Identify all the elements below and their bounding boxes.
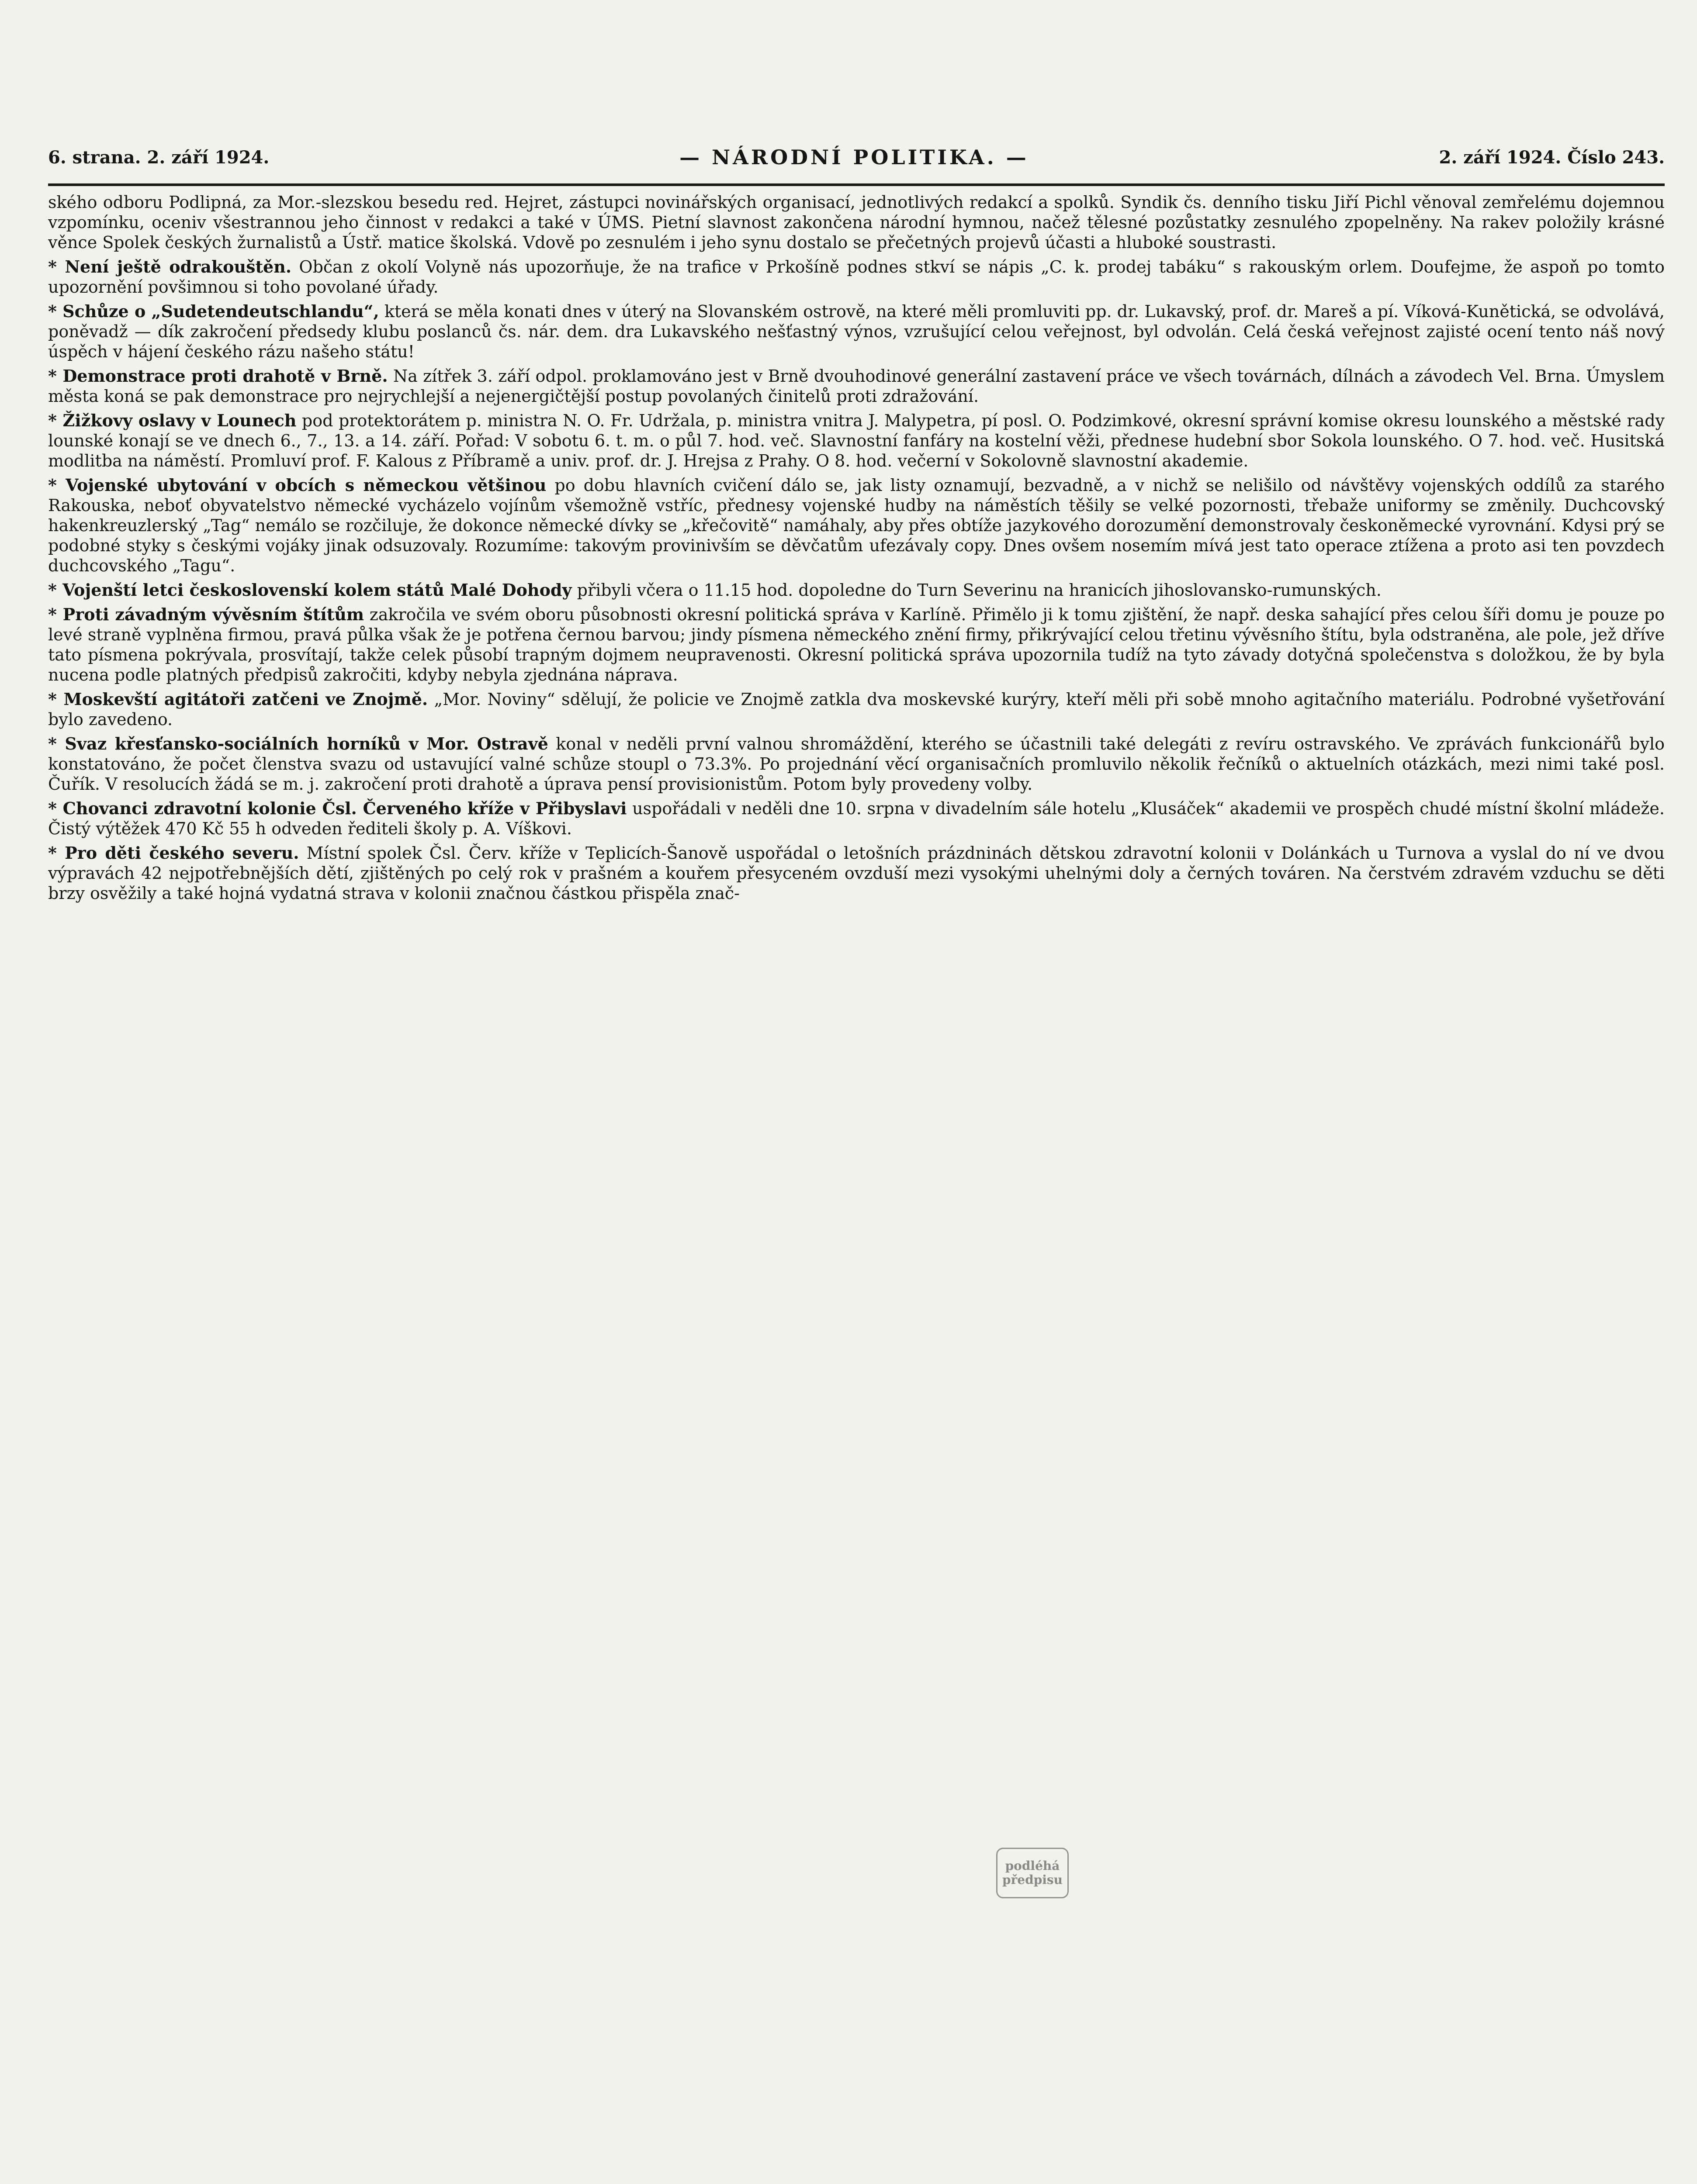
article xyxy=(48,192,1665,252)
article-body: pod protektorátem p. ministra N. O. Fr. Udržala, p. ministra vnitra J. Malypetra, pí posl. O. Podzimkové, okresní správní komise okresu lounského a městské rady lounské konají se ve dnech 6., 7., 13. a 14. září. Pořad: V sobotu 6. t. m. o půl 7. hod. več. Slavnostní fanfáry na kostelní věži, přednese hudební sbor Sokola lounského. O 7. hod. več. Husitská modlitba na náměstí. Promluví prof. F. Kalous z Příbramě a univ. prof. dr. J. Hrejsa z Prahy. O 8. hod. večerní v Sokolovně slavnostní akademie. xyxy=(48,411,1665,470)
censorship-stamp: podléhá předpisu xyxy=(996,1848,1069,1898)
header-left: 6. strana. 2. září 1924. xyxy=(48,147,270,168)
article xyxy=(48,798,1665,839)
article xyxy=(48,843,1665,903)
article-title: * Demonstrace proti drahotě v Brně. xyxy=(48,366,388,386)
article-body: konal v neděli první valnou shromáždění, kterého se účastnili také delegáti z revíru ostravského. Ve zprávách funkcionářů bylo konstatováno, že počet členstva svazu od ustavující valné schůze stoupl o 73.3%. Po projednání věcí organisačních promluvilo několik řečníků o aktuelních otázkách, mezi nimi také posl. Čuřík. V resolucích žádá se m. j. zakročení proti drahotě a úprava pensí provisionistům. Potom byly provedeny volby. xyxy=(48,734,1665,794)
article-title: * Vojenské ubytování v obcích s německou většinou xyxy=(48,475,547,495)
article xyxy=(48,475,1665,576)
page-header xyxy=(48,131,1665,186)
article xyxy=(48,411,1665,471)
article-title: * Proti závadným vývěsním štítům xyxy=(48,605,364,624)
article xyxy=(48,734,1665,794)
column-1 xyxy=(48,192,1665,2184)
article-title: * Pro děti českého severu. xyxy=(48,843,299,863)
article-body: přibyli včera o 11.15 hod. dopoledne do Turn Severinu na hranicích jihoslovansko-rumunských. xyxy=(577,581,1382,600)
header-right: 2. září 1924. Číslo 243. xyxy=(1439,147,1665,168)
article-title: * Chovanci zdravotní kolonie Čsl. Červeného kříže v Přibyslavi xyxy=(48,798,627,818)
article xyxy=(48,366,1665,406)
article-title: * Schůze o „Sudetendeutschlandu“, xyxy=(48,301,379,321)
article-body: po dobu hlavních cvičení dálo se, jak listy oznamují, bezvadně, a v nichž se nelišilo od návštěvy vojenských oddílů za starého Rakouska, neboť obyvatelstvo německé vycházelo vojínům všemožně vstříc, přednesy vojenské hudby na náměstích těšily se velké pozornosti, třebaže uniformy se změnily. Duchcovský hakenkreuzlerský „Tag“ nemálo se rozčiluje, že dokonce německé dívky se „křečovitě“ namáhaly, aby přes obtíže jazykového dorozumění demonstrovaly českoněmecké vyrovnání. Kdysi prý se podobné styky s českými vojáky jinak odsuzovaly. Rozumíme: takovým provinivším se děvčatům ufezávaly copy. Dnes ovšem nosemím mívá jest tato operace ztížena a proto asi ten povzdech duchcovského „Tagu“. xyxy=(48,476,1665,575)
article xyxy=(48,301,1665,362)
article-body: ského odboru Podlipná, za Mor.-slezskou besedu red. Hejret, zástupci novinářských organisací, jednotlivých redakcí a spolků. Syndik čs. denního tisku Jiří Pichl věnoval zemřelému dojemnou vzpomínku, oceniv všestrannou jeho činnost v redakci a také v ÚMS. Pietní slavnost zakončena národní hymnou, načež tělesné pozůstatky zesnulého zpopelněny. Na rakev položily krásné věnce Spolek českých žurnalistů a Ústř. matice školská. Vdově po zesnulém i jeho synu dostalo se přečetných projevů účasti a hluboké soustrasti. xyxy=(48,193,1665,252)
article-body: zakročila ve svém oboru působnosti okresní politická správa v Karlíně. Přimělo ji k tomu zjištění, že např. deska sahající přes celou šíři domu je pouze po levé straně vyplněna firmou, pravá půlka však že je potřena černou barvou; jindy písmena německého znění firmy, přikrývající celou třetinu vývěsního štítu, byla odstraněna, ale pole, jež dříve tato písmena pokrývala, prosvítají, takže celek působí trapným dojmem neupravenosti. Okresní politická správa upozornila tudíž na tyto závady dotyčná společenstva s doložkou, že by byla nucena podle platných předpisů zakročiti, kdyby nebyla zjednána náprava. xyxy=(48,605,1665,684)
article-body: Na zítřek 3. září odpol. proklamováno jest v Brně dvouhodinové generální zastavení práce ve všech továrnách, dílnách a závodech Vel. Brna. Úmyslem města koná se pak demonstrace pro nejrychlejší a nejenergičtější postup povolaných činitelů proti zdražování. xyxy=(48,366,1665,406)
article-body: Občan z okolí Volyně nás upozorňuje, že na trafice v Prkošíně podnes stkví se nápis „C. k. prodej tabáku“ s rakouským orlem. Doufejme, že aspoň po tomto upozornění povšimnou si toho povolané úřady. xyxy=(48,257,1665,297)
columns xyxy=(48,192,1665,2184)
article-body: která se měla konati dnes v úterý na Slovanském ostrově, na které měli promluviti pp. dr. Lukavský, prof. dr. Mareš a pí. Víková-Kunětická, se odvolává, poněvadž — dík zakročení předsedy klubu poslanců čs. nár. dem. dra Lukavského nešťastný výnos, vzrušující celou veřejnost, byl odvolán. Celá česká veřejnost zajisté ocení tento náš nový úspěch v hájení českého rázu našeho státu! xyxy=(48,302,1665,361)
article-body: Místní spolek Čsl. Červ. kříže v Teplicích-Šanově uspořádal o letošních prázdninách dětskou zdravotní kolonii v Dolánkách u Turnova a vyslal do ní ve dvou výpravách 42 nejpotřebnějších dětí, zjištěných po celý rok v prašném a kouřem přesyceném ovzduší mezi vysokými uhelnými doly a černých továren. Na čerstvém zdravém vzduchu se děti brzy osvěžily a také hojná vydatná strava v kolonii značnou částkou přispěla znač- xyxy=(48,843,1665,903)
article xyxy=(48,605,1665,685)
article-title: * Není ještě odrakouštěn. xyxy=(48,257,292,276)
article-body: „Mor. Noviny“ sdělují, že policie ve Znojmě zatkla dva moskevské kurýry, kteří měli při sobě mnoho agitačního materiálu. Podrobné vyšetřování bylo zavedeno. xyxy=(48,690,1665,729)
article xyxy=(48,689,1665,729)
article-title: * Žižkovy oslavy v Lounech xyxy=(48,411,297,430)
masthead: — NÁRODNÍ POLITIKA. — xyxy=(679,145,1029,169)
article-title: * Moskevští agitátoři zatčeni ve Znojmě. xyxy=(48,689,428,709)
article-title: * Vojenští letci československí kolem států Malé Dohody xyxy=(48,580,572,600)
article xyxy=(48,580,1665,600)
article xyxy=(48,257,1665,297)
article-body: uspořádali v neděli dne 10. srpna v divadelním sále hotelu „Klusáček“ akademii ve prospěch chudé místní školní mládeže. Čistý výtěžek 470 Kč 55 h odveden řediteli školy p. A. Víškovi. xyxy=(48,799,1665,838)
article-title: * Svaz křesťansko-sociálních horníků v Mor. Ostravě xyxy=(48,734,548,753)
